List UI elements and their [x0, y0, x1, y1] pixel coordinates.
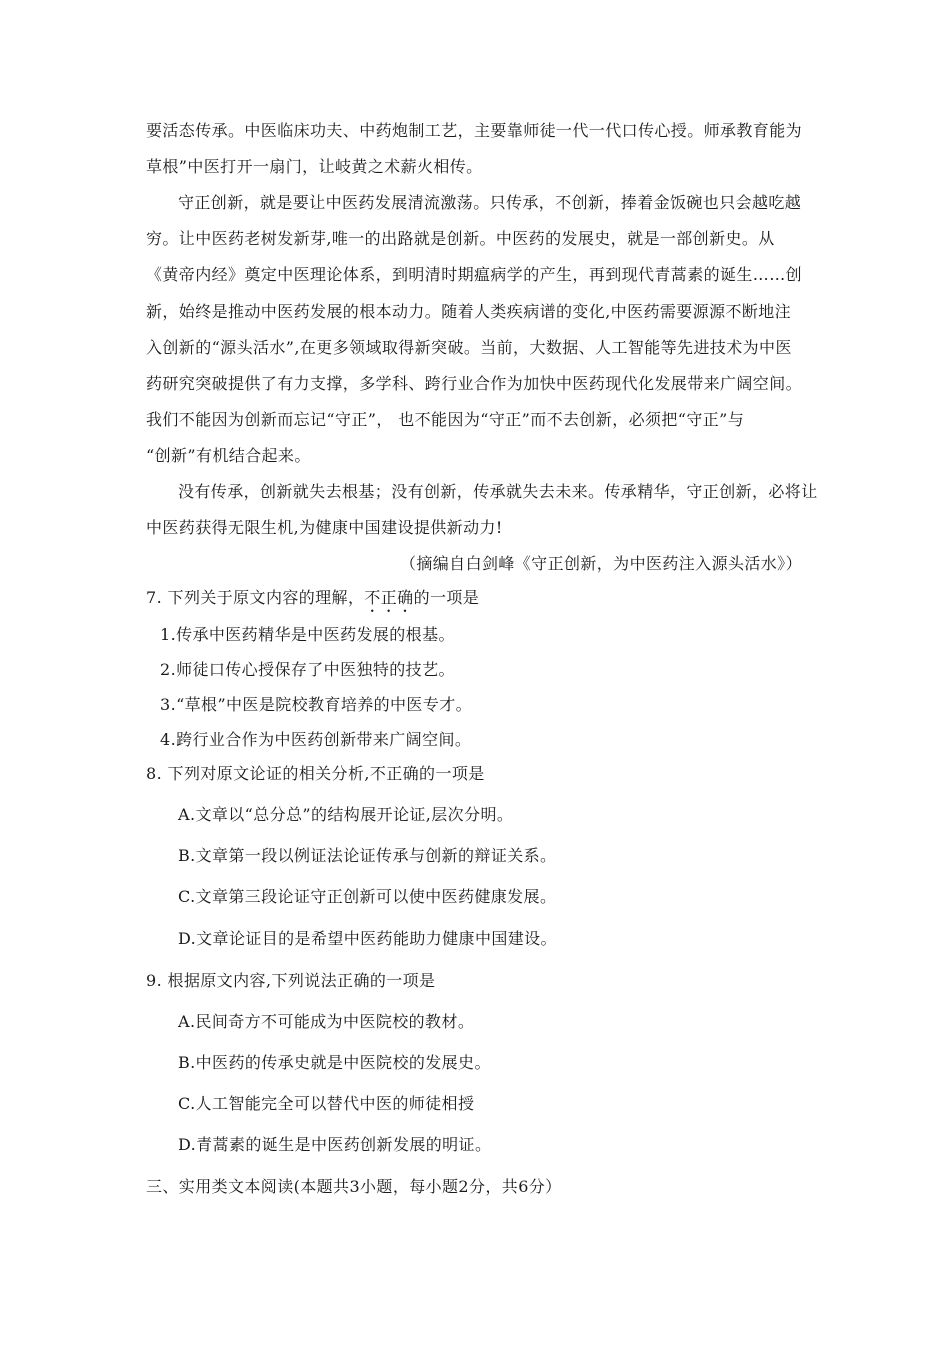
question-9-option: B.中医药的传承史就是中医院校的发展史。	[178, 1053, 491, 1072]
question-9-option: D.青蒿素的诞生是中医药创新发展的明证。	[178, 1135, 492, 1154]
passage-line: 草根”中医打开一扇门，让岐黄之术薪火相传。	[146, 157, 483, 176]
question-8-option: B.文章第一段以例证法论证传承与创新的辩证关系。	[178, 846, 557, 865]
question-7-stem	[146, 588, 816, 616]
question-8-option: C.文章第三段论证守正创新可以使中医药健康发展。	[178, 887, 557, 906]
source-citation: （摘编自白剑峰《守正创新，为中医药注入源头活水》）	[399, 554, 802, 573]
question-8-option: D.文章论证目的是希望中医药能助力健康中国建设。	[178, 929, 557, 948]
paragraph-start-line: 没有传承，创新就失去根基；没有创新，传承就失去未来。传承精华，守正创新，必将让	[178, 482, 818, 501]
question-7-stem-suffix: 的一项是	[413, 588, 480, 607]
question-7-option: 1.传承中医药精华是中医药发展的根基。	[160, 625, 455, 644]
question-9-stem: 9. 根据原文内容,下列说法正确的一项是	[146, 971, 436, 990]
question-7-option: 2.师徒口传心授保存了中医独特的技艺。	[160, 660, 455, 679]
question-7-option: 4.跨行业合作为中医药创新带来广阔空间。	[160, 730, 472, 749]
question-7-emphasis: 不正确	[364, 588, 414, 607]
passage-line: 新，始终是推动中医药发展的根本动力。随着人类疾病谱的变化,中医药需要源源不断地注	[146, 302, 792, 321]
passage-line: 要活态传承。中医临床功夫、中药炮制工艺，主要靠师徒一代一代口传心授。师承教育能为	[146, 121, 803, 140]
passage-line: 《黄帝内经》奠定中医理论体系，到明清时期瘟病学的产生，再到现代青蒿素的诞生……创	[146, 265, 803, 284]
question-9-option: A.民间奇方不可能成为中医院校的教材。	[178, 1012, 475, 1031]
question-9-option: C.人工智能完全可以替代中医的师徒相授	[178, 1094, 475, 1113]
question-7-option: 3.“草根”中医是院校教育培养的中医专才。	[160, 695, 473, 714]
question-8-option: A.文章以“总分总”的结构展开论证,层次分明。	[178, 805, 514, 824]
passage-line: 入创新的“源头活水”,在更多领域取得新突破。当前，大数据、人工智能等先进技术为中医	[146, 338, 792, 357]
section-3-heading: 三、实用类文本阅读(本题共3小题，每小题2分，共6分）	[146, 1177, 562, 1196]
passage-line: “创新”有机结合起来。	[146, 446, 311, 465]
passage-line: 我们不能因为创新而忘记“守正”， 也不能因为“守正”而不去创新，必须把“守正”与	[146, 410, 745, 429]
passage-line: 穷。让中医药老树发新芽,唯一的出路就是创新。中医药的发展史，就是一部创新史。从	[146, 229, 775, 248]
paragraph-start-line: 守正创新，就是要让中医药发展清流激荡。只传承，不创新，捧着金饭碗也只会越吃越	[178, 193, 802, 212]
passage-line: 药研究突破提供了有力支撑，多学科、跨行业合作为加快中医药现代化发展带来广阔空间。	[146, 374, 803, 393]
question-8-stem: 8. 下列对原文论证的相关分析,不正确的一项是	[146, 764, 485, 783]
passage-line: 中医药获得无限生机,为健康中国建设提供新动力!	[146, 518, 503, 537]
question-7-stem-prefix: 7. 下列关于原文内容的理解，	[146, 588, 365, 607]
